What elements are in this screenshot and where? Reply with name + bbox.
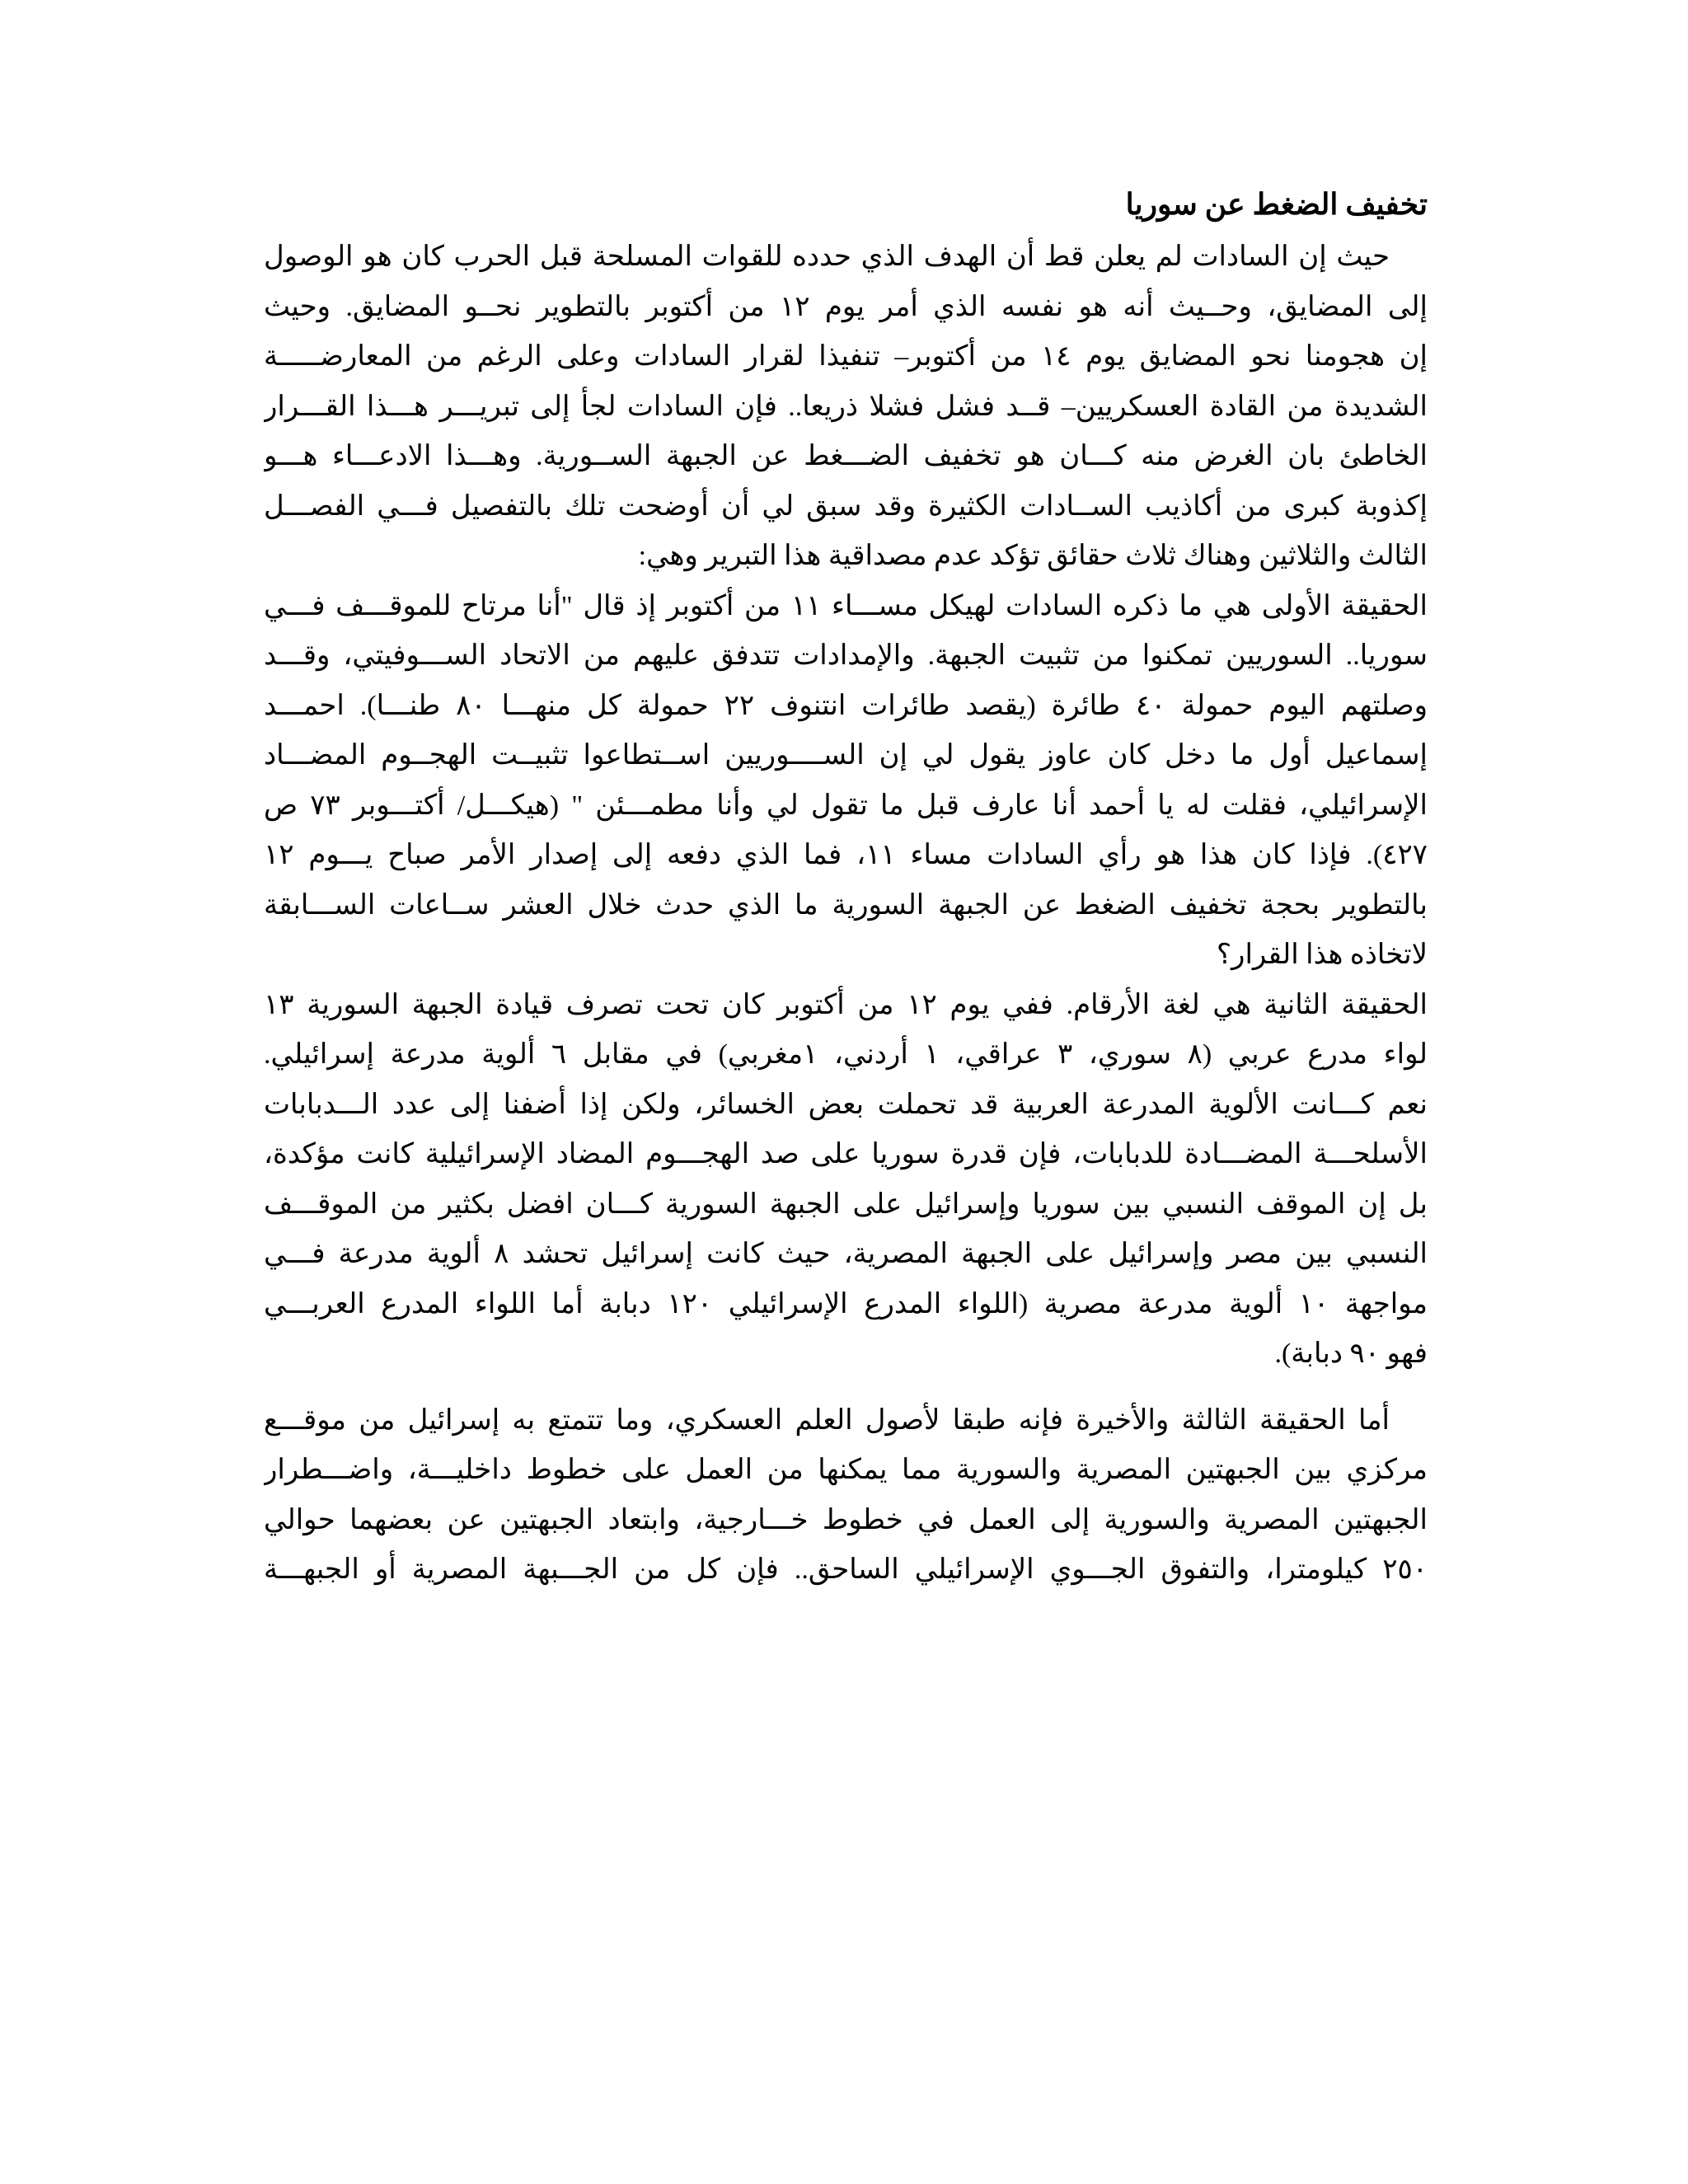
paragraph-4	[264, 1396, 1428, 1596]
paragraph-line: الجبهتين المصرية والسورية إلى العمل في خطوط خـــارجية، وابتعاد الجبهتين عن بعضهما حوالي	[264, 1504, 1428, 1535]
paragraph-line: الحقيقة الثانية هي لغة الأرقام. ففي يوم ١٢ من أكتوبر كان تحت تصرف قيادة الجبهة السورية ١٣	[264, 989, 1428, 1020]
paragraph-line: الشديدة من القادة العسكريين– قــد فشل فشلا ذريعا.. فإن السادات لجأ إلى تبريـــر هـــذا القـــرار	[264, 391, 1428, 422]
paragraph-line: إلى المضايق، وحــيث أنه هو نفسه الذي أمر يوم ١٢ من أكتوبر بالتطوير نحــو المضايق. وحيث	[264, 291, 1428, 322]
paragraph-line: نعم كـــانت الألوية المدرعة العربية قد تحملت بعض الخسائر، ولكن إذا أضفنا إلى عدد الـــدبابات	[264, 1089, 1428, 1120]
paragraph-1	[264, 232, 1428, 582]
paragraph-3	[264, 981, 1428, 1380]
paragraph-line: الخاطئ بان الغرض منه كـــان هو تخفيف الضـــغط عن الجبهة الســورية. وهـــذا الادعـــاء هـــو	[264, 441, 1428, 471]
text-column	[264, 180, 1428, 1596]
paragraph-line: لاتخاذه هذا القرار؟	[1216, 940, 1428, 970]
paragraph-line: بل إن الموقف النسبي بين سوريا وإسرائيل على الجبهة السورية كـــان افضل بكثير من الموقـــف	[264, 1188, 1428, 1220]
paragraph-line: الإسرائيلي، فقلت له يا أحمد أنا عارف قبل ما تقول لي وأنا مطمـــئن " (هيكـــل/ أكتـــوبر ٧٣ ص	[264, 790, 1428, 821]
paragraph-line: الثالث والثلاثين وهناك ثلاث حقائق تؤكد عدم مصداقية هذا التبرير وهي:	[638, 541, 1428, 571]
paragraph-line: ٤٢٧). فإذا كان هذا هو رأي السادات مساء ١١، فما الذي دفعه إلى إصدار الأمر صباح يـــوم ١٢	[264, 840, 1428, 870]
paragraph-line: الحقيقة الأولى هي ما ذكره السادات لهيكل مســـاء ١١ من أكتوبر إذ قال "أنا مرتاح للموقـــف فـــي	[264, 590, 1428, 621]
spacer	[264, 1380, 1428, 1396]
paragraph-line: بالتطوير بحجة تخفيف الضغط عن الجبهة السورية ما الذي حدث خلال العشر ســاعات الســـابقة	[264, 889, 1428, 921]
paragraph-line: النسبي بين مصر وإسرائيل على الجبهة المصرية، حيث كانت إسرائيل تحشد ٨ ألوية مدرعة فـــي	[264, 1239, 1428, 1269]
paragraph-line: إكذوبة كبرى من أكاذيب الســادات الكثيرة وقد سبق لي أن أوضحت تلك بالتفصيل فـــي الفصـــل	[264, 490, 1428, 522]
paragraph-line: حيث إن السادات لم يعلن قط أن الهدف الذي حدده للقوات المسلحة قبل الحرب كان هو الوصول	[264, 241, 1390, 272]
paragraph-2	[264, 582, 1428, 981]
paragraph-line: لواء مدرع عربي (٨ سوري، ٣ عراقي، ١ أردني، ١مغربي) في مقابل ٦ ألوية مدرعة إسرائيلي.	[264, 1039, 1428, 1070]
paragraph-line: إسماعيل أول ما دخل كان عاوز يقول لي إن الســــوريين اســتطاعوا تثبيــت الهجــوم المضـــاد	[264, 740, 1428, 771]
paragraph-line: الأسلحـــة المضـــادة للدبابات، فإن قدرة سوريا على صد الهجـــوم المضاد الإسرائيلية كانت مؤكدة،	[264, 1139, 1428, 1169]
section-heading: تخفيف الضغط عن سوريا	[1125, 188, 1428, 221]
paragraph-line: مواجهة ١٠ ألوية مدرعة مصرية (اللواء المدرع الإسرائيلي ١٢٠ دبابة أما اللواء المدرع العربـــي	[264, 1288, 1428, 1319]
paragraph-line: وصلتهم اليوم حمولة ٤٠ طائرة (يقصد طائرات انتنوف ٢٢ حمولة كل منهـــا ٨٠ طنـــا). احمـــد	[264, 690, 1428, 721]
paragraph-line: إن هجومنا نحو المضايق يوم ١٤ من أكتوبر– تنفيذا لقرار السادات وعلى الرغم من المعارضـــــة	[264, 341, 1428, 372]
paragraph-line: سوريا.. السوريين تمكنوا من تثبيت الجبهة. والإمدادات تتدفق عليهم من الاتحاد الســـوفيتي، وقـــد	[264, 640, 1428, 671]
paragraph-line: أما الحقيقة الثالثة والأخيرة فإنه طبقا لأصول العلم العسكري، وما تتمتع به إسرائيل من موقـــع	[264, 1404, 1390, 1436]
paragraph-line: مركزي بين الجبهتين المصرية والسورية مما يمكنها من العمل على خطوط داخليـــة، واضـــطرار	[264, 1455, 1428, 1485]
paragraph-line: ٢٥٠ كيلومترا، والتفوق الجـــوي الإسرائيلي الساحق.. فإن كل من الجـــبهة المصرية أو الجبهـــة	[264, 1554, 1428, 1585]
paragraph-line: فهو ٩٠ دبابة).	[1274, 1338, 1428, 1369]
